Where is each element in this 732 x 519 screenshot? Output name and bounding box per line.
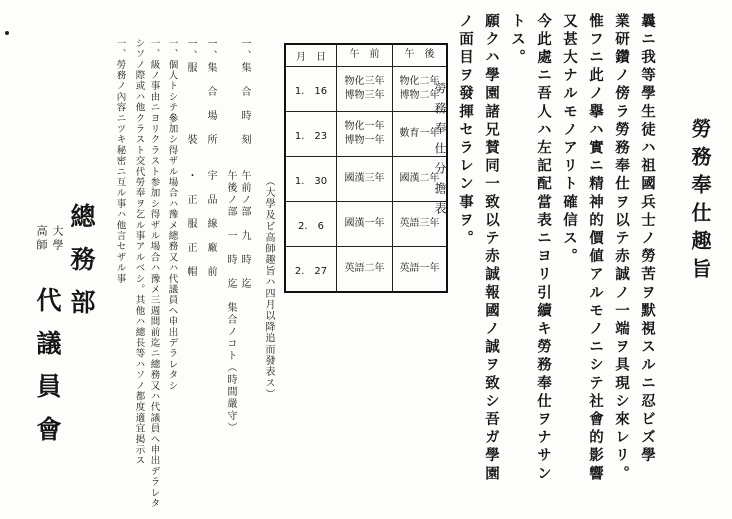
body-line: 今此處ニ吾人ハ左記配當表ニヨリ引續キ勞務奉仕ヲナサン (535, 13, 552, 484)
body-line: 惟フニ此ノ擧ハ實ニ精神的價値アルモノニシテ社會的影響 (587, 13, 604, 484)
signature-council: 代議員會 (33, 287, 62, 459)
row-am (337, 247, 393, 293)
pm-group: 英語三年 (399, 217, 440, 229)
rule-value-place: 宇 品 線 廠 前 (205, 170, 216, 278)
body-line: 又甚大ナルモノアリト確信ス。 (561, 13, 578, 267)
rule-paragraph: 一、級ノ事由ニヨリクラスト参加シ得ザル場合ハ豫メ三週間前迄ニ總務又ハ代議員ヘ申出デラレタ (148, 38, 160, 509)
table-row (285, 67, 447, 112)
document-title: 勞務奉仕趣旨 (688, 118, 712, 286)
pm-group: 國漢二年 (399, 172, 440, 184)
header-date: 月 日 (285, 44, 337, 67)
row-am (337, 202, 393, 247)
body-line: 業研鑽ノ傍ラ勞務奉仕ヲ以テ赤誠ノ一端ヲ具現シ來レリ。 (613, 13, 630, 484)
rule-paragraph: 一、個人トシテ參加シ得ザル場合ハ豫メ總務又ハ代議員ヘ申出デラレタシ (166, 38, 178, 392)
table-note: （大學及ビ高師趣旨ハ四月以降追而發表ス） (263, 176, 274, 400)
am-group: 物化三年 (344, 75, 385, 87)
body-line: 願クハ學園諸兄賛同一致以テ赤誠報國ノ誠ヲ致シ吾ガ學園 (483, 13, 500, 484)
pm-group: 數育一年 (399, 127, 440, 139)
row-pm (393, 157, 448, 202)
rule-value-time: 午前ノ部 九 時 迄 (239, 170, 250, 290)
header-pm: 午 後 (393, 44, 448, 67)
row-pm (393, 247, 448, 293)
signature-dept: 總務部 (67, 203, 96, 332)
row-date: 1. 30 (285, 157, 337, 202)
pm-group: 物化二年 (399, 75, 440, 87)
signature-org-small: 大學 (51, 225, 64, 253)
table-caption: 勞務奉仕分擔表 (433, 82, 447, 222)
row-pm (393, 67, 448, 112)
table-header-row (285, 44, 447, 67)
rule-paragraph: 一、勞務ノ內容ニツキ秘密ニ互ル事ハ他言セザル事 (114, 38, 126, 285)
table-row (285, 112, 447, 157)
body-line: ノ面目ヲ發揮セラレン事ヲ。 (457, 13, 474, 249)
rule-extra-time: 午後ノ部 一 時 迄 集合ノコト（時間嚴守） (225, 170, 236, 434)
row-am (337, 67, 393, 112)
schedule-table (284, 43, 448, 293)
row-pm (393, 112, 448, 157)
pm-group: 英語一年 (399, 262, 440, 274)
body-line: トス。 (509, 13, 526, 68)
body-line: 曩ニ我等學生徒ハ祖國兵士ノ勞苦ヲ默視スルニ忍ビズ學 (639, 13, 656, 466)
rule-label-time: 一、集 合 時 刻 (239, 38, 250, 146)
row-am (337, 112, 393, 157)
table-row (285, 202, 447, 247)
row-date: 1. 16 (285, 67, 337, 112)
am-group: 物化一年 (344, 120, 385, 132)
rule-paragraph: シソノ際或ハ他クラスト交代勞奉ヲ乞ル事アルベシ。其他ハ總長等ハソノ都度適宜掲示ス (133, 38, 145, 466)
am-group: 博物一年 (344, 135, 385, 146)
am-group: 國漢三年 (344, 172, 385, 184)
am-group: 國漢一年 (344, 217, 385, 229)
row-pm (393, 202, 448, 247)
signature-org-small: 高師 (35, 225, 48, 253)
margin-dot (5, 31, 9, 35)
pm-group: 博物二年 (399, 90, 440, 101)
table-row (285, 247, 447, 293)
row-date: 2. 27 (285, 247, 337, 293)
row-date: 2. 6 (285, 202, 337, 247)
rule-value-dress: ・ 正 服 正 帽 (185, 170, 196, 278)
am-group: 英語二年 (344, 262, 385, 274)
header-am: 午 前 (337, 44, 393, 67)
am-group: 博物三年 (344, 90, 385, 101)
row-date: 1. 23 (285, 112, 337, 157)
rule-label-place: 一、集 合 場 所 (205, 38, 216, 146)
row-am (337, 157, 393, 202)
table-row (285, 157, 447, 202)
rule-label-dress: 一、服 裝 (185, 38, 196, 146)
